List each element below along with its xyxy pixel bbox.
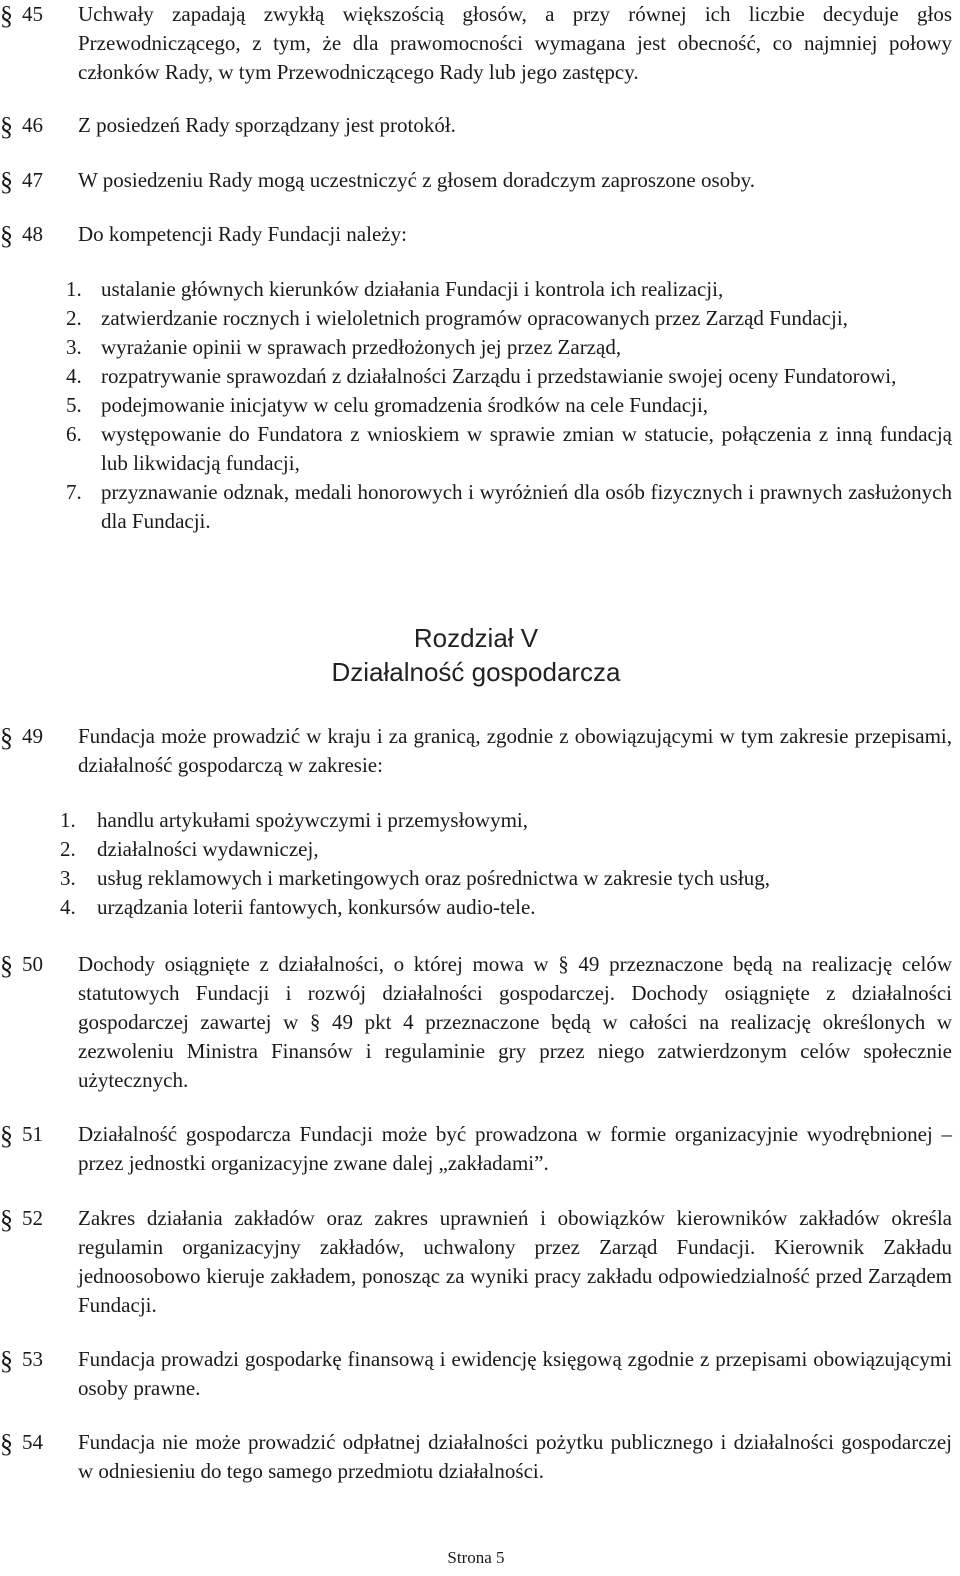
section-symbol: § <box>0 951 13 980</box>
section-number: § 45 <box>0 1 43 30</box>
paragraph-51 <box>0 1120 952 1178</box>
list-item: 4. urządzania loterii fantowych, konkursów audio-tele. <box>60 895 536 919</box>
paragraph-text: W posiedzeniu Rady mogą uczestniczyć z głosem doradczym zaproszone osoby. <box>78 168 756 192</box>
paragraph-52 <box>0 1204 952 1320</box>
list-item: 5. podejmowanie inicjatyw w celu gromadzenia środków na cele Fundacji, <box>66 393 709 417</box>
paragraph-47 <box>0 166 952 196</box>
paragraph-text: Fundacja prowadzi gospodarkę finansową i ewidencję księgową zgodnie z przepisami obowiązującymi osoby prawne. <box>78 1347 952 1400</box>
section-symbol: § <box>0 1346 13 1375</box>
paragraph-text: Fundacja nie może prowadzić odpłatnej działalności pożytku publicznego i działalności gospodarczej w odniesieniu do tego samego przedmiotu działalności. <box>78 1430 952 1483</box>
list-item: 1. ustalanie głównych kierunków działania Fundacji i kontrola ich realizacji, <box>66 277 724 301</box>
list-item: 3. wyrażanie opinii w sprawach przedłożonych jej przez Zarząd, <box>66 335 622 359</box>
business-scope-list <box>60 806 952 922</box>
paragraph-45 <box>0 0 952 87</box>
competence-list <box>66 275 952 536</box>
paragraph-text: Z posiedzeń Rady sporządzany jest protokół. <box>78 113 456 137</box>
section-symbol: § <box>0 1429 13 1458</box>
list-item: 7. przyznawanie odznak, medali honorowych i wyróżnień dla osób fizycznych i prawnych zasłużonych dla Fundacji. <box>66 480 952 533</box>
list-item: 2. działalności wydawniczej, <box>60 837 319 861</box>
section-symbol: § <box>0 723 13 752</box>
paragraph-49 <box>0 722 952 780</box>
section-number: § 47 <box>0 167 43 196</box>
section-number: § 52 <box>0 1205 43 1234</box>
section-symbol: § <box>0 1 13 30</box>
section-number: § 54 <box>0 1429 43 1458</box>
paragraph-46 <box>0 111 952 141</box>
page-number: Strona 5 <box>447 1548 505 1567</box>
section-number: § 49 <box>0 723 43 752</box>
list-item: 1. handlu artykułami spożywczymi i przemysłowymi, <box>60 808 528 832</box>
paragraph-text: Fundacja może prowadzić w kraju i za granicą, zgodnie z obowiązującymi w tym zakresie przepisami, działalność gospodarczą w zakresie: <box>78 724 952 777</box>
section-symbol: § <box>0 112 13 141</box>
paragraph-text: Uchwały zapadają zwykłą większością głosów, a przy równej ich liczbie decyduje głos Przewodniczącego, z tym, że dla prawomocności wymagana jest obecność, co najmniej połowy członków Rady, w tym Przewodniczącego Rady lub jego zastępcy. <box>78 2 952 84</box>
section-number: § 53 <box>0 1346 43 1375</box>
section-number: § 46 <box>0 112 43 141</box>
paragraph-text: Do kompetencji Rady Fundacji należy: <box>78 222 407 246</box>
list-item: 4. rozpatrywanie sprawozdań z działalności Zarządu i przedstawianie swojej oceny Fundatorowi, <box>66 364 897 388</box>
list-item: 3. usług reklamowych i marketingowych oraz pośrednictwa w zakresie tych usług, <box>60 866 770 890</box>
paragraph-53 <box>0 1345 952 1403</box>
paragraph-text: Działalność gospodarcza Fundacji może być prowadzona w formie organizacyjnie wyodrębnionej – przez jednostki organizacyjne zwane dalej „zakładami”. <box>78 1122 952 1175</box>
paragraph-50 <box>0 950 952 1095</box>
chapter-title: Rozdział V <box>413 623 539 653</box>
paragraph-54 <box>0 1428 952 1486</box>
paragraph-48 <box>0 220 952 250</box>
section-symbol: § <box>0 1121 13 1150</box>
section-number: § 50 <box>0 951 43 980</box>
paragraph-text: Dochody osiągnięte z działalności, o której mowa w § 49 przeznaczone będą na realizację celów statutowych Fundacji i rozwój działalności gospodarczej. Dochody osiągnięte z działalności gospodarczej zawartej w § 49 pkt 4 przeznaczone będą w całości na realizację określonych w zezwoleniu Ministra Finansów i regulaminie gry przez niego zatwierdzonym celów społecznie użytecznych. <box>78 952 952 1092</box>
section-number: § 51 <box>0 1121 43 1150</box>
list-item: 6. występowanie do Fundatora z wnioskiem w sprawie zmian w statucie, połączenia z inną fundacją lub likwidacją fundacji, <box>66 422 952 475</box>
list-item: 2. zatwierdzanie rocznych i wieloletnich programów opracowanych przez Zarząd Fundacji, <box>66 306 848 330</box>
chapter-subtitle: Działalność gospodarcza <box>331 657 621 687</box>
section-symbol: § <box>0 1205 13 1234</box>
paragraph-text: Zakres działania zakładów oraz zakres uprawnień i obowiązków kierowników zakładów określa regulamin organizacyjny zakładów, uchwalony przez Zarząd Fundacji. Kierownik Zakładu jednoosobowo kieruje zakładem, ponosząc za wyniki pracy zakładu odpowiedzialność przed Zarządem Fundacji. <box>78 1206 952 1317</box>
section-symbol: § <box>0 221 13 250</box>
section-symbol: § <box>0 167 13 196</box>
section-number: § 48 <box>0 221 43 250</box>
